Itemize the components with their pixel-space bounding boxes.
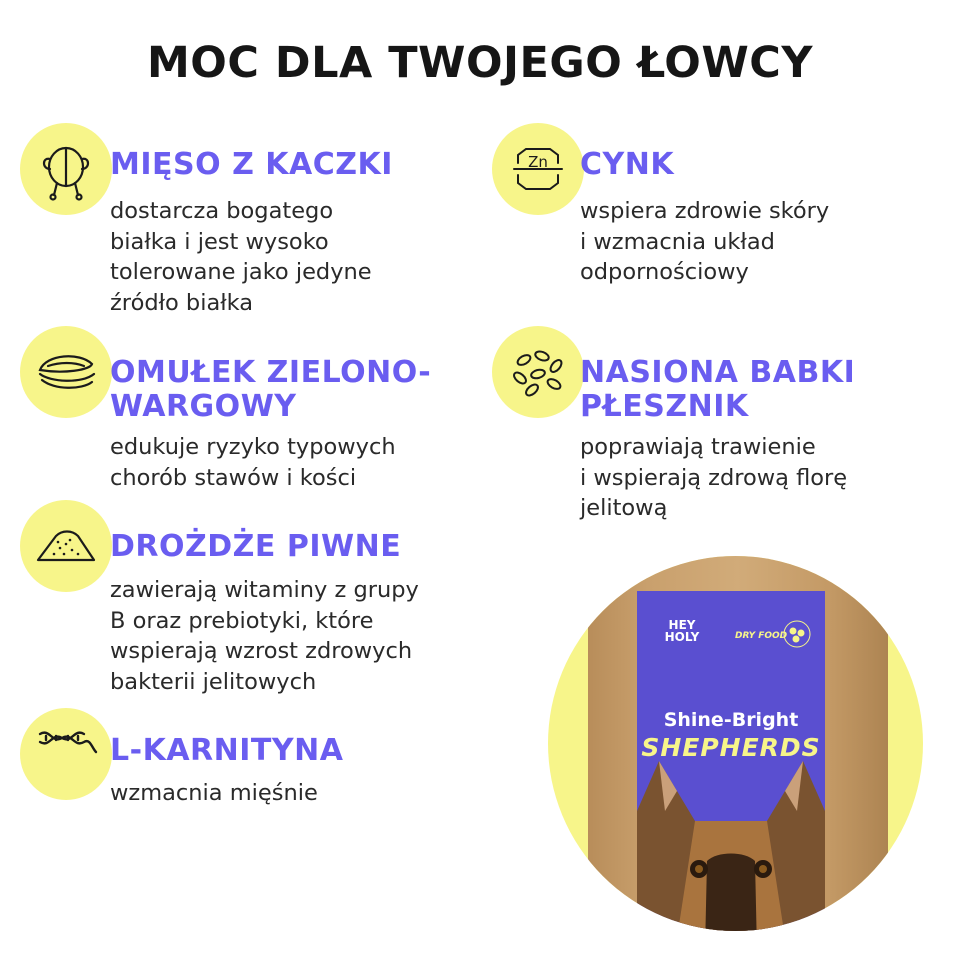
duck-icon-badge [20,123,112,215]
feature-heading-seeds: NASIONA BABKI PŁESZNIK [580,355,856,424]
brand-logo: HEY HOLY [664,618,700,644]
dna-icon-badge [20,708,112,800]
feature-desc-yeast: zawierają witaminy z grupy B oraz prebiotyki, które wspierają wzrost zdrowych bakterii jelitowych [110,577,419,695]
yeast-icon-badge [20,500,112,592]
feature-heading-duck: MIĘSO Z KACZKI [110,147,393,182]
feature-desc-zinc: wspiera zdrowie skóry i wzmacnia układ odpornościowy [580,198,830,285]
mussel-icon-badge [20,326,112,418]
feature-heading-yeast: DROŻDŻE PIWNE [110,529,402,564]
product-image [548,556,923,931]
zinc-icon-badge [492,123,584,215]
feature-heading-mussel: OMUŁEK ZIELONO- WARGOWY [110,355,432,424]
product-line: SHEPHERDS [641,733,821,762]
feature-desc-duck: dostarcza bogatego białka i jest wysoko tolerowane jako jedyne źródło białka [110,198,372,316]
mussel-icon [20,326,112,418]
seeds-icon [492,326,584,418]
dog-illustration [637,751,825,931]
duck-icon [20,123,112,215]
feature-desc-seeds: poprawiają trawienie i wspierają zdrową florę jelitową [580,434,848,521]
product-label [637,591,825,931]
yeast-icon [20,500,112,592]
feature-desc-mussel: edukuje ryzyko typowych chorób stawów i kości [110,434,396,491]
feature-desc-carnitine: wzmacnia mięśnie [110,780,318,806]
feature-heading-zinc: CYNK [580,147,675,182]
dry-food-tag: DRY FOOD [735,631,788,641]
dna-icon [20,708,112,800]
zinc-icon [492,123,584,215]
badge-dots-icon [782,619,812,649]
feature-heading-carnitine: L-KARNITYNA [110,733,344,768]
page-title: MOC DLA TWOJEGO ŁOWCY [147,38,813,88]
product-name: Shine-Bright [663,709,799,731]
svg-text:Zn: Zn [528,153,548,171]
seeds-icon-badge [492,326,584,418]
